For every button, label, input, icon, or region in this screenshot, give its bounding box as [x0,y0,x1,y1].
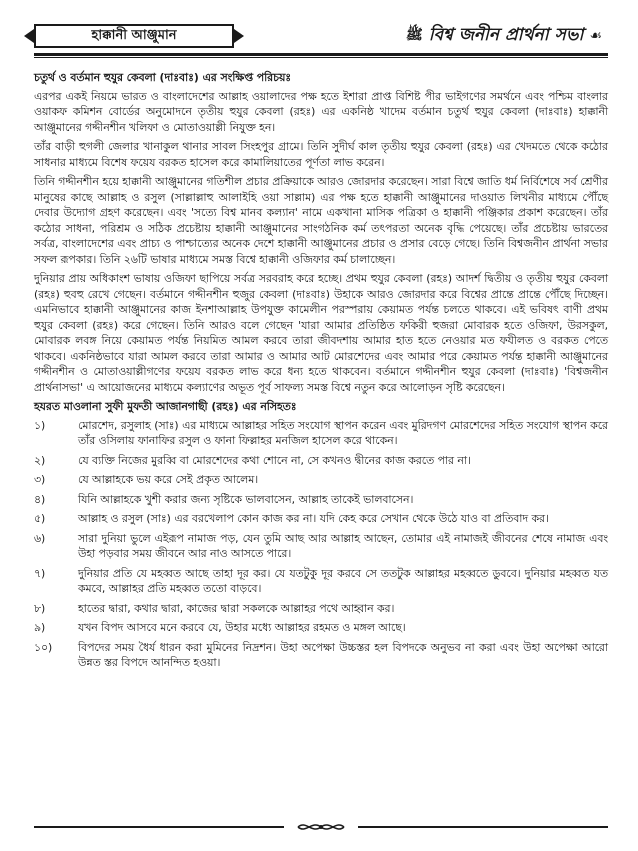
right-title [248,22,608,50]
list-item-text: যিনি আল্লাহকে খুশী করার জন্য সৃষ্টিকে ভালবাসেন, আল্লাহ তাকেই ভালবাসেন। [78,492,414,506]
knot-ornament-icon [296,820,346,834]
list-item-number: ৯) [34,621,46,634]
footer-line-left [34,826,284,828]
list-item-number: ২) [34,453,46,467]
list-item-number: ৩) [34,473,46,486]
advice-list [34,418,608,671]
list-item-number: ৭) [34,566,46,580]
content [34,70,608,671]
header-rule [34,53,608,56]
list-item [34,418,608,449]
header-rule-thin [34,57,608,58]
paragraph: তাঁর বাড়ী হুগলী জেলার খানাকুল থানার সাবল সিংহপুর গ্রামে। তিনি সুদীর্ঘ কাল তৃতীয় হুযুর কেবলা (রহঃ) এর খেদমতে থেকে কঠোর সাধনার মাধ্যমে বিশেষ ফয়েয বরকত হাসেল করে কামালিয়াতের পূর্ণতা লাভ করেন। [34,140,608,169]
paragraph: এরপর একই নিয়মে ভারত ও বাংলাদেশের আল্লাহ ওয়ালাদের পক্ষ হতে ইশারা প্রাপ্ত বিশিষ্ট পীর ভাইগণের সমর্থনে এবং পশ্চিম বাংলার ওয়াকফ কমিশন বোর্ডের অনুমোদনে তৃতীয় হুযুর কেবলা (রহঃ) এর একনিষ্ঠ খাদেম বর্তমান চতুর্থ হুযুর কেবলা (দাঃবাঃ) হাক্কানী আঞ্জুমানের গদ্দীনশীন খলিফা ও মোতাওয়াল্লী নিযুক্ত হন। [34,89,608,134]
left-banner [34,24,234,48]
list-item-number: ৫) [34,512,46,525]
list-item-number: ৪) [34,492,46,506]
list-item [34,620,608,636]
section-heading: চতুর্থ ও বর্তমান হুযুর কেবলা (দাঃবাঃ) এর সংক্ষিপ্ত পরিচয়ঃ [34,71,292,84]
list-item-number: ৬) [34,531,46,545]
list-item-text: যে ব্যক্তি নিজের মুরব্বি বা মোরশেদের কথা শোনে না, সে কখনও দ্বীনের কাজ করতে পার না। [78,453,471,467]
footer-divider [34,820,608,834]
left-banner-label: হাক্কানী আঞ্জুমান [91,27,177,43]
list-item [34,640,608,671]
list-item [34,601,608,617]
list-item [34,566,608,597]
page-header [34,20,608,60]
right-title-label: বিশ্ব জনীন প্রার্থনা সভা [428,25,584,45]
document-page [34,20,608,835]
list-item-number: ১) [34,418,46,432]
list-item [34,492,608,508]
list-item-text: আল্লাহ ও রসুল (সাঃ) এর বরখেলাপ কোন কাজ কর না। যদি কেহ করে সেখান থেকে উঠে যাও বা প্রতিবাদ কর। [78,512,549,525]
paragraph: তিনি গদ্দীনশীন হয়ে হাক্কানী আঞ্জুমানের গতিশীল প্রচার প্রক্রিয়াকে আরও জোরদার করেছেন। সারা বিশ্বে জাতি ধর্ম নির্বিশেষে সর্ব শ্রেণীর মানুষের কাছে আল্লাহ ও রসুল (সাল্লাল্লাহু আলাইহি ওয়া সাল্লাম) এর পক্ষ হতে হাক্কানী আঞ্জুমানের দাওয়াত লিখনীর মাধ্যমে পৌঁছে দেবার উদ্যোগ গ্রহণ করেছেন। এবং 'সত্যে বিশ্ব মানব কল্যান' নামে একখানা মাসিক পত্রিকা ও হাক্কানী পঞ্জিকার প্রকাশ করেছেন। তাঁর কঠোর সাধনা, পরিশ্রম ও সঠিক প্রচেষ্টায় হাক্কানী আঞ্জুমানের সাংগঠনিক কর্ম তৎপরতা অনেক বৃদ্ধি পেয়েছে। তাঁর প্রচেষ্টায় ভারতের সর্বত্র, বাংলাদেশের এবং প্রাচ্য ও পাশ্চাত্যের অনেক দেশে হাক্কানী আঞ্জুমানের প্রচার ও প্রসার বেড়ে গেছে। তিনি বিশ্বজনীন প্রার্থনা সভার সফল রূপকার। তিনি ২৬টি ভাষার মাধ্যমে সমস্ত বিশ্বে হাক্কানী ওজিফার কর্ম চালাচ্ছেন। [34,175,608,266]
ornament-right-icon: ☙ [589,28,602,44]
paragraph: দুনিয়ার প্রায় অধিকাংশ ভাষায় ওজিফা ছাপিয়ে সর্বত্র সরবরাহ করে হচ্ছে। প্রথম হুযুর কেবলা (রহঃ) আদর্শ দ্বিতীয় ও তৃতীয় হুযুর কেবলা (রহঃ) হুবহু রেখে গেছেন। বর্তমানে গদ্দীনশীন হুজুর কেবলা (দাঃবাঃ) উহাকে আরও জোরদার করে বিশ্বের প্রান্তে প্রান্তে পৌঁছে দিচ্ছেন। এমনিভাবে হাক্কানী আঞ্জুমানের কাজ ইনশাআল্লাহ উপযুক্ত কামেলীন পরস্পরায় কেয়ামত পর্যন্ত চলতে থাকবে। এই ভবিষৎ বাণী প্রথম হুযুর কেবলা (রহঃ) করে গেছেন। তিনি আরও বলে গেছেন 'যারা আমার প্রতিষ্ঠিত ফকিরী হুজরা মোবারক হতে ওজিফা, উরসকুল, মোবারক লবঙ্গ নিয়ে কেয়ামত পর্যন্ত নিয়মিত আমল করবে তারা জীবদশায় আমার হাত হতে নেওয়ার মত ফযীলত ও বরকত পেতে থাকবে। একনিষ্ঠভাবে যারা আমল করবে তারা আমার ও আমার আট মোরশেদের এবং আমার পরে কেয়ামত পর্যন্ত হাক্কানী আঞ্জুমানের গদ্দীনশীন ও মোতাওয়াল্লীগণের ফয়েয বরকত লাভ করে ধন্য হতে থাকবেন। বর্তমানে গদ্দীনশীন হুযুর কেবলা (দাঃবাঃ) 'বিশ্বজনীন প্রার্থনাসভা' এ আয়োজনের মাধ্যমে কল্যাণের অভূত পূর্ব সাফল্য সমস্ত বিশ্বে নতুন করে আলোড়ন সৃষ্টি করেছেন। [34,272,608,394]
list-item-number: ১০) [34,640,53,654]
list-item-text: যখন বিপদ আসবে মনে করবে যে, উহার মধ্যে আল্লাহর রহমত ও মঙ্গল আছে। [78,621,406,634]
list-item-text: মোরশেদ, রসুলাহ (সাঃ) এর মাধ্যমে আল্লাহর সহিত সংযোগ স্থাপন করেন এবং মুরিদগণ মোরশেদের সহিত সংযোগ স্থাপন করে তাঁর ওসিলায় ফানাফির রসুল ও ফানা ফিল্লাহর মনজিল হাসেল করে থাকেন। [78,418,608,447]
list-item-text: সারা দুনিয়া ভুলে এইরূপ নামাজ পড়, যেন তুমি আছ আর আল্লাহ আছেন, তোমার এই নামাজই জীবনের শেষে নামাজ এবং উহা পড়বার সময় জীবনে আর নাও আসতে পারে। [78,531,608,560]
list-item-text: দুনিয়ার প্রতি যে মহব্বত আছে তাহা দূর কর। যে যতটুকু দূর করবে সে ততটুক আল্লাহর মহব্বতে ডুববে। দুনিয়ার মহব্বত যত কমবে, আল্লাহর প্রতি মহব্বত ততো বাড়বে। [78,566,608,595]
list-item-text: যে আল্লাহকে ভয় করে সেই প্রকৃত আলেম। [78,473,259,486]
list-item [34,453,608,469]
list-item-text: হাতের দ্বারা, কথার দ্বারা, কাজের দ্বারা সকলকে আল্লাহর পথে আহ্বান কর। [78,601,395,615]
list-item [34,472,608,488]
advice-heading: হযরত মাওলানা সুফী মুফতী আজানগাছী (রহঃ) এর নসিহতঃ [34,400,297,413]
list-item-number: ৮) [34,601,46,615]
footer-line-right [358,826,608,828]
list-item [34,531,608,562]
ornament-left-icon: ﷺ [405,27,423,43]
list-item [34,511,608,527]
list-item-text: বিপদের সময় ধৈর্য ধারন করা মুমিনের নিদ্রশন। উহা অপেক্ষা উচ্চস্তর হল বিপদকে অনুভব না করা এবং উহা অপেক্ষা আরো উন্নত স্তর বিপদে আনন্দিত হওয়া। [78,640,608,669]
